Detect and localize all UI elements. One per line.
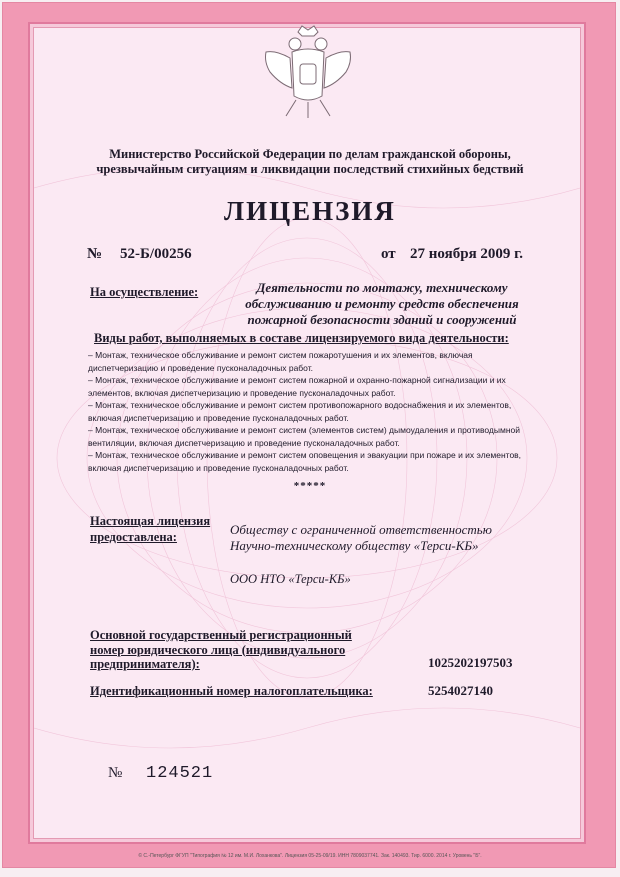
document-title: ЛИЦЕНЗИЯ xyxy=(224,196,396,226)
blank-serial-number: 124521 xyxy=(146,764,214,783)
ogrn-value: 1025202197503 xyxy=(428,655,513,670)
license-number-label: № xyxy=(87,246,103,262)
list-item: – Монтаж, техническое обслуживание и ремонт систем оповещения и эвакуации при пожаре и их элементов, включая диспетчеризацию и проведение пусконаладочных работ. xyxy=(88,450,522,473)
works-list-title: Виды работ, выполняемых в составе лицензируемого вида деятельности: xyxy=(94,331,509,345)
implementation-label: На осуществление: xyxy=(90,285,199,299)
list-item: – Монтаж, техническое обслуживание и ремонт систем пожаротушения и их элементов, включая диспетчеризацию и проведение пусконаладочных работ. xyxy=(88,350,473,373)
inn-value: 5254027140 xyxy=(428,683,493,698)
license-date-label: от xyxy=(381,246,396,262)
list-item: – Монтаж, техническое обслуживание и ремонт систем (элементов систем) дымоудаления и противодымной вентиляции, включая диспетчеризацию и проведение пусконаладочных работ. xyxy=(88,425,521,448)
ministry-name: Министерство Российской Федерации по делам гражданской обороны, чрезвычайным ситуациям и ликвидации последствий стихийных бедствий xyxy=(96,147,524,176)
double-headed-eagle-emblem xyxy=(262,22,354,122)
licensee-full-name: Обществу с ограниченной ответственностью Научно-техническому обществу «Терси-КБ» xyxy=(230,522,492,553)
blank-serial-label: № xyxy=(108,765,123,781)
section-separator: ***** xyxy=(293,480,327,492)
works-list xyxy=(88,349,536,474)
ogrn-label: Основной государственный регистрационный номер юридического лица (индивидуального предпринимателя): xyxy=(90,628,352,671)
licensee-short-name: ООО НТО «Терси-КБ» xyxy=(230,572,351,586)
licensed-activity: Деятельности по монтажу, техническому обслуживанию и ремонту средств обеспечения пожарной безопасности зданий и сооружений xyxy=(245,280,519,327)
list-item: – Монтаж, техническое обслуживание и ремонт систем пожарной и охранно-пожарной сигнализации и их элементов, включая диспетчеризацию и проведение пусконаладочных работ. xyxy=(88,375,506,398)
inn-label: Идентификационный номер налогоплательщика: xyxy=(90,684,373,698)
license-number: 52-Б/00256 xyxy=(120,246,192,262)
list-item: – Монтаж, техническое обслуживание и ремонт систем противопожарного водоснабжения и их элементов, включая диспетчеризацию и проведение пусконаладочных работ. xyxy=(88,400,512,423)
printer-imprint: © С.-Петербург ФГУП "Типография № 12 им. М.И. Лоханкова". Лицензия 05-25-09/19. ИНН 7809037741. Зак. 140493. Тир. 6000. 2014 г. Уровень "Б". xyxy=(138,853,482,859)
license-date: 27 ноября 2009 г. xyxy=(410,246,524,262)
licensee-label: Настоящая лицензия предоставлена: xyxy=(90,514,211,544)
